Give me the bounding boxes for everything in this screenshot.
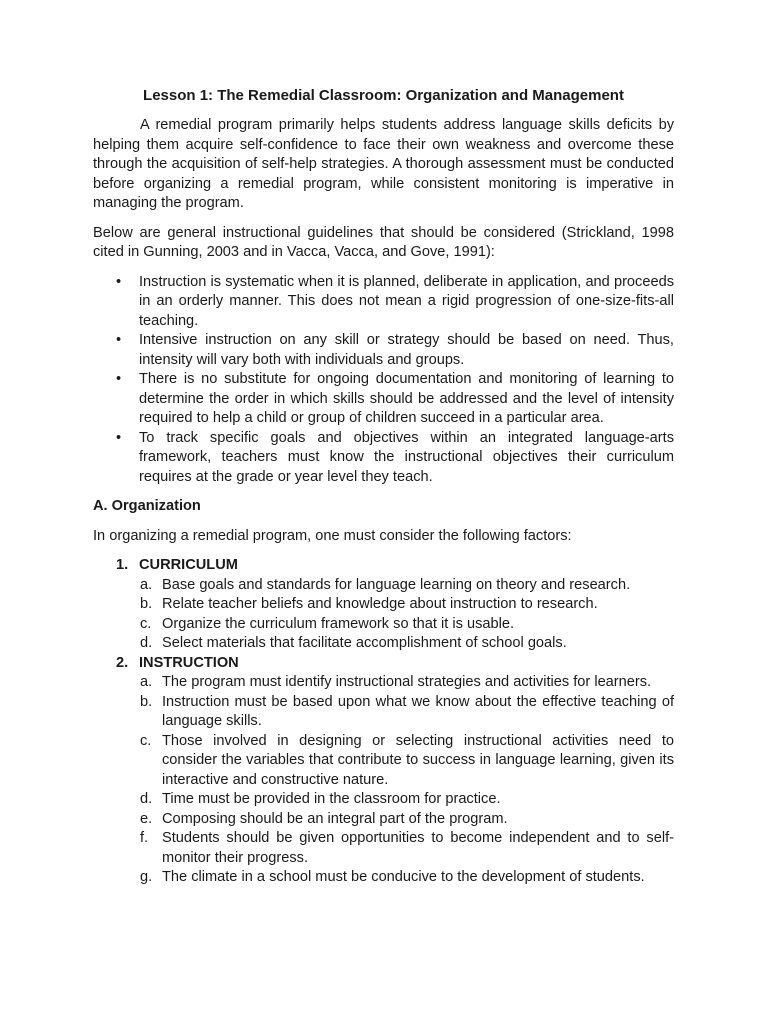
list-item [139, 868, 674, 888]
list-item [93, 273, 674, 332]
list-item [139, 673, 674, 693]
guideline-text: Intensive instruction on any skill or strategy should be based on need. Thus, intensity will vary both with individuals and groups. [139, 332, 674, 368]
guidelines-intro: Below are general instructional guidelines that should be considered (Strickland, 1998 cited in Gunning, 2003 and in Vacca, Vacca, and Gove, 1991): [93, 224, 674, 260]
bullet-icon: • [116, 332, 122, 348]
bullet-icon: • [116, 371, 122, 387]
list-item [93, 370, 674, 429]
item-text: Those involved in designing or selecting instructional activities need to consider the variables that contribute to success in language learning, given its interactive and constructive nature. [162, 732, 674, 788]
list-item [139, 810, 674, 830]
list-item [93, 429, 674, 488]
item-text: Base goals and standards for language learning on theory and research. [162, 576, 631, 593]
item-text: Instruction must be based upon what we know about the effective teaching of language skills. [162, 693, 674, 729]
section-intro: In organizing a remedial program, one must consider the following factors: [93, 527, 572, 544]
list-item [139, 790, 674, 810]
document-page [93, 86, 674, 888]
factor-title: INSTRUCTION [139, 654, 239, 671]
list-item [139, 732, 674, 791]
guideline-text: To track specific goals and objectives within an integrated language-arts framework, teachers must know the instructional objectives their curriculum requires at the grade or year level they teach. [139, 429, 674, 485]
item-letter: b. [140, 596, 153, 612]
instruction-items [139, 673, 674, 888]
list-item [139, 595, 674, 615]
item-letter: a. [140, 576, 153, 593]
list-item [139, 615, 674, 635]
guidelines-list [93, 273, 674, 488]
item-text: Time must be provided in the classroom for practice. [162, 791, 501, 807]
item-letter: g. [140, 869, 153, 885]
item-letter: b. [140, 693, 153, 710]
list-item [139, 576, 674, 596]
bullet-icon: • [116, 273, 122, 290]
factor-number: 1. [116, 557, 129, 573]
factor-number: 2. [116, 654, 129, 671]
item-text: The program must identify instructional strategies and activities for learners. [162, 674, 652, 690]
guideline-text: There is no substitute for ongoing documentation and monitoring of learning to determine the order in which skills should be addressed and the level of intensity required to help a child or group of children succeed in a particular area. [139, 371, 674, 426]
section-heading: A. Organization [93, 498, 201, 514]
item-letter: c. [140, 732, 152, 749]
item-letter: f. [140, 830, 149, 846]
intro-paragraph: A remedial program primarily helps students address language skills deficits by helping them acquire self-confidence to face their own weakness and overcome these through the acquisition of self-help strategies. A thorough assessment must be conducted before organizing a remedial program, while consistent monitoring is imperative in managing the program. [93, 117, 674, 211]
curriculum-items [139, 576, 674, 654]
guideline-text: Instruction is systematic when it is planned, deliberate in application, and proceeds in an orderly manner. This does not mean a rigid progression of one-size-fits-all teaching. [139, 273, 674, 329]
bullet-icon: • [116, 429, 122, 446]
lesson-title: Lesson 1: The Remedial Classroom: Organization and Management [143, 87, 624, 104]
item-letter: c. [140, 615, 152, 632]
list-item [139, 829, 674, 868]
item-text: Students should be given opportunities to become independent and to self-monitor their progress. [162, 830, 674, 866]
item-text: Relate teacher beliefs and knowledge about instruction to research. [162, 596, 598, 612]
item-text: Select materials that facilitate accomplishment of school goals. [162, 635, 567, 651]
factors-list [93, 556, 674, 888]
factor-title: CURRICULUM [139, 557, 238, 573]
list-item [139, 634, 674, 654]
item-letter: a. [140, 674, 153, 690]
item-letter: d. [140, 791, 153, 807]
item-text: Composing should be an integral part of the program. [162, 810, 508, 827]
factor-curriculum [93, 556, 674, 654]
factor-instruction [93, 654, 674, 888]
list-item [93, 331, 674, 370]
item-letter: d. [140, 635, 153, 651]
item-text: Organize the curriculum framework so that it is usable. [162, 615, 515, 632]
item-letter: e. [140, 810, 153, 827]
list-item [139, 693, 674, 732]
item-text: The climate in a school must be conducive to the development of students. [162, 869, 645, 885]
